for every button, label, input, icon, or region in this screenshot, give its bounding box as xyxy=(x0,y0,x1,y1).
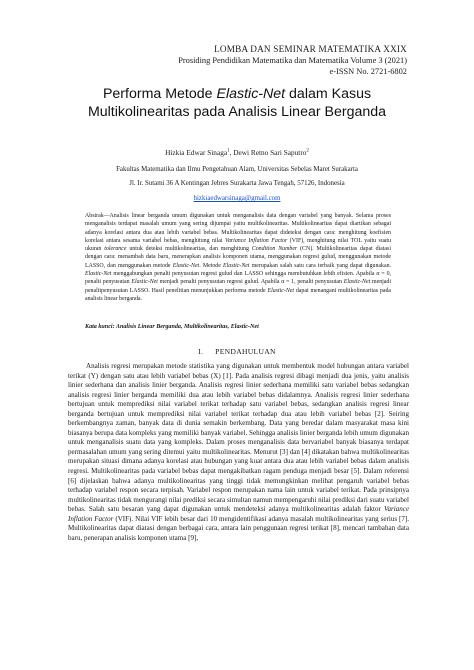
title-part: Performa Metode xyxy=(102,86,217,102)
address-line: Jl. Ir. Sutami 36 A Kentingan Jebres Surakarta Jawa Tengah, 57126, Indonesia xyxy=(129,180,345,187)
section-number: I. xyxy=(198,347,204,356)
title-part: dalam Kasus xyxy=(285,86,372,102)
issn: e-ISSN No. 2721-6802 xyxy=(329,67,407,76)
section-heading xyxy=(0,347,474,356)
proceedings-name: Prosiding Pendidikan Matematika dan Matematika Volume 3 (2021) xyxy=(178,56,407,65)
affiliation-line: Fakultas Matematika dan Ilmu Pengetahuan Alam, Universitas Sebelas Maret Surakarta xyxy=(116,166,358,173)
journal-header xyxy=(178,44,407,77)
section-title: PENDAHULUAN xyxy=(215,347,276,356)
abstract: Abstrak—Analisis linear berganda umum digunakan untuk menganalisis data dengan variabel yang banyak. Selama proses menganalisis terdapat masalah umum yang sering dijumpai yaitu multikolinearitas. Multikolinearitas dapat diartikan sebagai adanya korelasi antara dua atau lebih variabel bebas. Multikolinearitas dapat dideteksi dengan cara: menghitung koefisien korelasi antara sesama variabel bebas, menghitung nilai Variance Inflation Factor (VIF), menghitung nilai TOL yaitu suatu ukuran tolerance untuk deteksi multikolinearitas, dan menghitung Condition Number (CN). Multikolinearitas dapat diatasi dengan cara: menambah data baru, menerapkan analisis komponen utama, menggunakan regresi gulud, menggunakan metode LASSO, dan menggunakan metode Elastic-Net. Metode Elastic-Net merupakan salah satu cara terbaik yang dapat digunakan. Elastic-Net menggabungkan penalti penyusutan regresi gulud dan LASSO sehingga membutuhkan lebih efisien. Apabila α = 0, penalti penyusutan Elastic-Net menjadi penalti penyusutan regresi gulud. Apabila α = 1, penalti penyusutan Elastic-Net menjadi penaltipenyusutan LASSO. Hasil penelitian menunjukkan performa metode Elastic-Net dapat menangani multikolinearitas pada analisis linear berganda. xyxy=(85,213,391,302)
title-italic: Elastic-Net xyxy=(216,86,286,102)
author-sup: 1 xyxy=(227,148,230,154)
author-list xyxy=(0,148,474,157)
keywords: Kata kunci: Analisis Linear Berganda, Multikolinearitas, Elastic-Net xyxy=(85,324,259,330)
author-sup: 2 xyxy=(306,148,309,154)
title-line2: Multikolinearitas pada Analisis Linear Berganda xyxy=(87,104,387,120)
author-name: , Dewi Retno Sari Saputro xyxy=(229,148,307,157)
conference-name: LOMBA DAN SEMINAR MATEMATIKA XXIX xyxy=(214,44,407,54)
author-name: Hizkia Edwar Sinaga xyxy=(165,148,228,157)
paper-title xyxy=(0,85,474,121)
email-link[interactable]: hizkiaedwarsinaga@gmail.com xyxy=(193,195,281,202)
body-paragraph: Analisis regresi merupakan metode statistika yang digunakan untuk membentuk model hubungan antara variabel terikat (Y) dengan satu atau lebih variabel bebas (X) [1]. Pada analisis regresi dibagi menjadi dua jenis, yaitu analisis linier sederhana dan analisis linier berganda. Analisis regresi linier sederhana memiliki satu variabel bebas sedangkan analisis regresi linier berganda memiliki dua atau lebih variabel bebas didalamnya. Analisis regresi linier sederhana bertujuan untuk memprediksi nilai variabel terikat terhadap satu variabel bebas, sedangkan analisis regresi linear berganda bertujuan untuk memprediksi nilai variabel terikat terhadap dua atau lebih variabel bebas [2]. Seiring berkembangnya zaman, banyak data di dunia semakin berkembang. Data yang beredar dalam masyarakat masa kini biasanya berupa data kompleks yang memiliki banyak variabel. Sehingga analisis linier berganda lebih umum digunakan untuk menganalisis suatu data yang kompleks. Dalam proses menganalisis data bervariabel banyak biasanya terdapat permasalahan umum yang sering ditemui yaitu multikolinearitas. Menurut [3] dan [4] dikatakan bahwa multikolinearitas merupakan situasi dimana adanya korelasi atau hubungan yang kuat antara dua atau lebih variabel bebas dalam analisis regresi. Multikolinearitas pada variabel bebas dapat mengakibatkan ragam penduga menjadi besar [5]. Dalam referensi [6] dijelaskan bahwa adanya multikolinearitas yang tinggi tidak memungkinkan melihat pengaruh variabel bebas terhadap variabel respon secara terpisah. Variabel respon merupakan nama lain untuk variabel terikat. Pada prinsipnya multikolinearitas tidak mengurangi nilai prediksi secara simultan namun mempengaruhi nilai prediksi dari suatu variabel bebas. Salah satu besaran yang dapat digunakan untuk mendeteksi adanya multikolinearitas adalah faktor Variance Inflation Factor (VIF). Nilai VIF lebih besar dari 10 mengidentifikasi adanya masalah multikolinearitas yang serius [7]. Multikolinearitas dapat diatasi dengan berbagai cara, antara lain penggunaan regresi terikat [8], mencari tambahan data baru, penerapan analisis komponen utama [9], xyxy=(68,362,409,542)
